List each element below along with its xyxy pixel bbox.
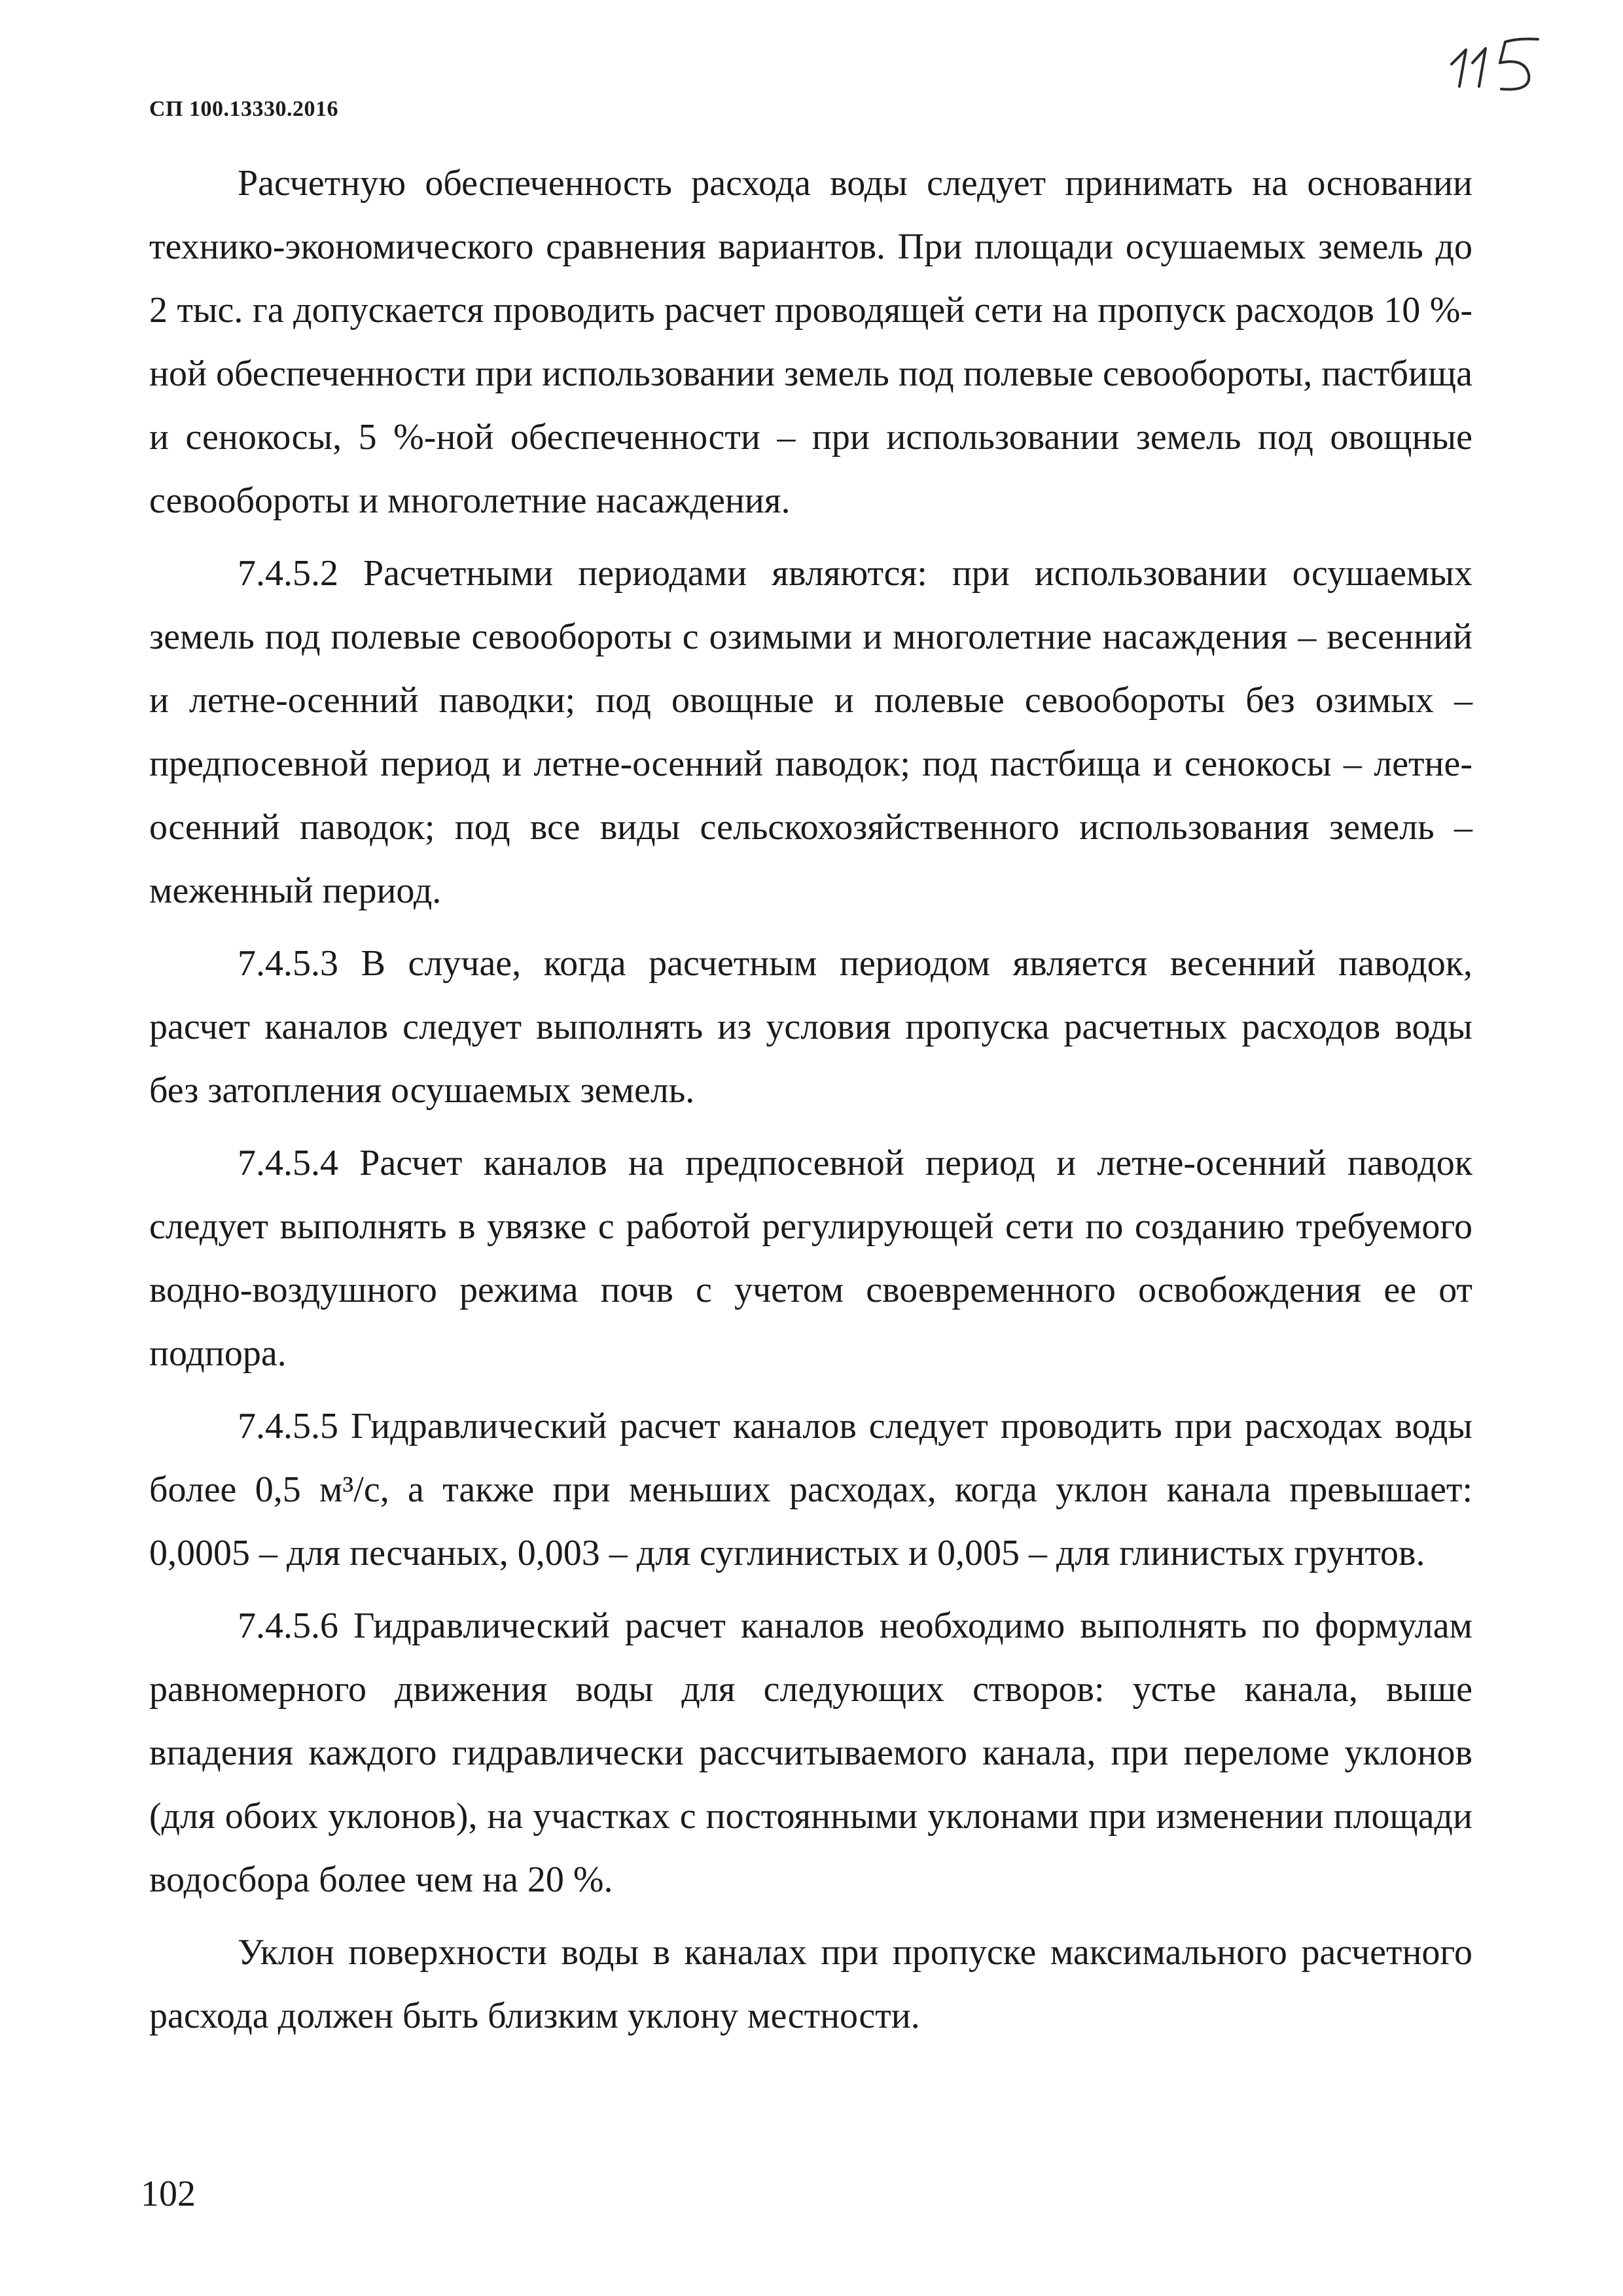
handwritten-page-number xyxy=(1446,26,1544,98)
paragraph-7-4-5-5: 7.4.5.5 Гидравлический расчет каналов следует проводить при расходах воды более 0,5 м³/с, а также при меньших расходах, когда уклон канала превышает: 0,0005 – для песчаных, 0,003 – для суглинистых и 0,005 – для глинистых грунтов. xyxy=(149,1406,1472,1573)
paragraph-design-discharge: Расчетную обеспеченность расхода воды следует принимать на основании технико-экономического сравнения вариантов. При площади осушаемых земель до 2 тыс. га допускается проводить расчет проводящей сети на пропуск расходов 10 %-ной обеспеченности при использовании земель под полевые севообороты, пастбища и сенокосы, 5 %-ной обеспеченности – при использовании земель под овощные севообороты и многолетние насаждения. xyxy=(149,163,1472,521)
page-number: 102 xyxy=(141,2174,196,2214)
document-code-header: СП 100.13330.2016 xyxy=(149,97,338,121)
paragraph-water-surface-slope: Уклон поверхности воды в каналах при пропуске максимального расчетного расхода должен быть близким уклону местности. xyxy=(149,1932,1472,2036)
paragraph-7-4-5-2: 7.4.5.2 Расчетными периодами являются: при использовании осушаемых земель под полевые севообороты с озимыми и многолетние насаждения – весенний и летне-осенний паводки; под овощные и полевые севообороты без озимых – предпосевной период и летне-осенний паводок; под пастбища и сенокосы – летне-осенний паводок; под все виды сельскохозяйственного использования земель – меженный период. xyxy=(149,553,1472,911)
body-text xyxy=(149,152,1472,2048)
paragraph-7-4-5-3: 7.4.5.3 В случае, когда расчетным периодом является весенний паводок, расчет каналов следует выполнять из условия пропуска расчетных расходов воды без затопления осушаемых земель. xyxy=(149,943,1472,1111)
paragraph-7-4-5-4: 7.4.5.4 Расчет каналов на предпосевной период и летне-осенний паводок следует выполнять в увязке с работой регулирующей сети по созданию требуемого водно-воздушного режима почв с учетом своевременного освобождения ее от подпора. xyxy=(149,1143,1472,1374)
paragraph-7-4-5-6: 7.4.5.6 Гидравлический расчет каналов необходимо выполнять по формулам равномерного движения воды для следующих створов: устье канала, выше впадения каждого гидравлически рассчитываемого канала, при переломе уклонов (для обоих уклонов), на участках с постоянными уклонами при изменении площади водосбора более чем на 20 %. xyxy=(149,1605,1472,1900)
